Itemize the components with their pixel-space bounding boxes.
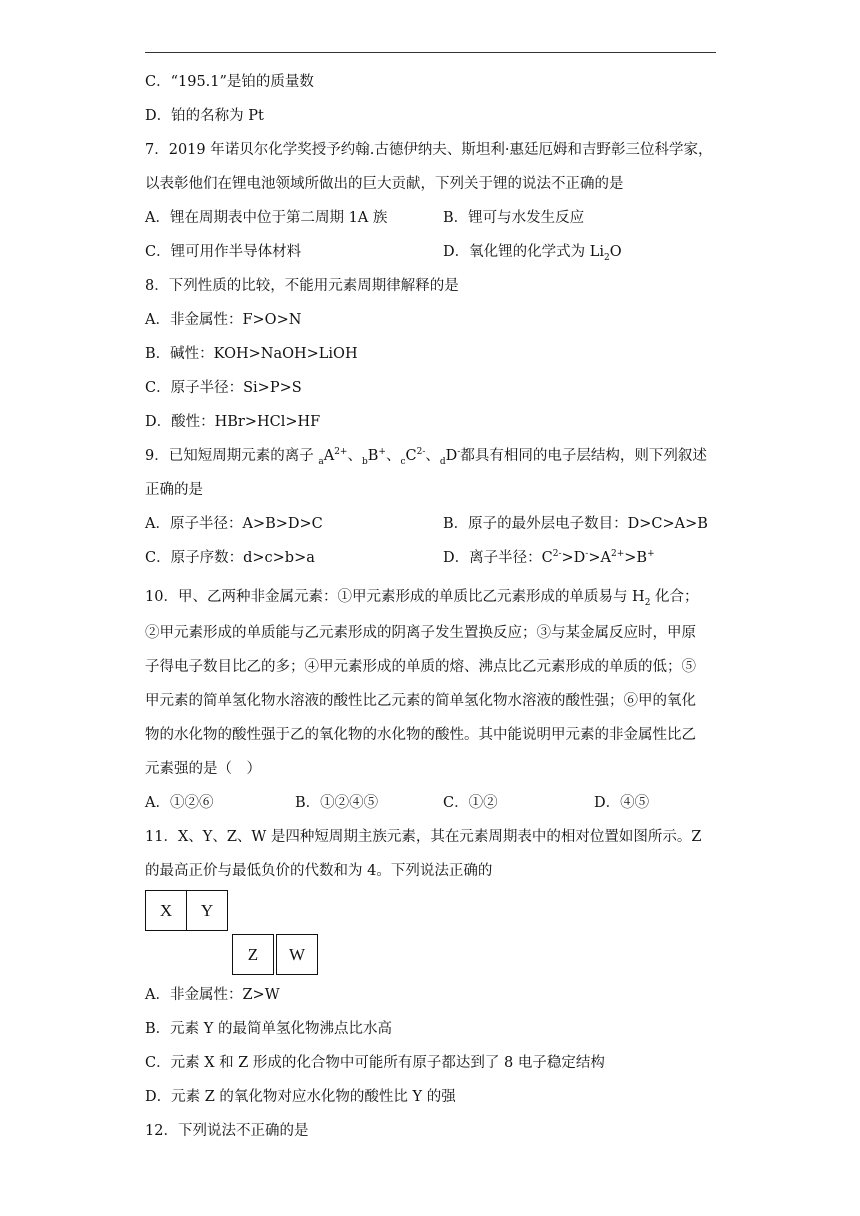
q8-option-b: B．碱性：KOH>NaOH>LiOH xyxy=(145,346,358,362)
q9-a-index: a xyxy=(318,456,324,467)
cell-y: Y xyxy=(186,890,228,931)
q7-option-b: B．锂可与水发生反应 xyxy=(443,210,585,226)
q6-option-c: C．“195.1”是铂的质量数 xyxy=(145,74,314,90)
q12-stem: 12．下列说法不正确的是 xyxy=(145,1123,309,1139)
q7-option-c: C．锂可用作半导体材料 xyxy=(145,244,302,260)
q10-stem-line4: 甲元素的简单氢化物水溶液的酸性比乙元素的简单氢化物水溶液的酸性强；⑥甲的氧化 xyxy=(145,693,696,709)
q9d-charge: 2+ xyxy=(610,549,625,560)
q9-text-pre: 9．已知短周期元素的离子 xyxy=(145,448,319,464)
q10-option-b: B．①②④⑤ xyxy=(295,795,379,811)
q11-stem-line2: 的最高正价与最低负价的代数和为 4。下列说法正确的 xyxy=(145,863,493,879)
header-rule xyxy=(145,52,716,53)
q9-c-index: c xyxy=(400,456,406,467)
q11-option-c: C．元素 X 和 Z 形成的化合物中可能所有原子都达到了 8 电子稳定结构 xyxy=(145,1055,605,1071)
q8-option-a: A．非金属性：F>O>N xyxy=(145,312,302,328)
q9-ion-c-charge: 2- xyxy=(416,447,426,458)
q10-stem-line1 xyxy=(145,587,699,607)
q9d-text: D．离子半径：C xyxy=(443,550,553,566)
q10-subscript: 2 xyxy=(644,597,651,608)
q7d-subscript: 2 xyxy=(604,252,610,263)
q8-stem: 8．下列性质的比较，不能用元素周期律解释的是 xyxy=(145,278,459,294)
q7-stem-line1: 7．2019 年诺贝尔化学奖授予约翰.古德伊纳夫、斯坦利·惠廷厄姆和吉野彰三位科学家， xyxy=(145,142,713,158)
q10-option-c: C．①② xyxy=(443,795,498,811)
q9-sep: 、 xyxy=(425,448,440,464)
q9d-charge: - xyxy=(585,549,589,560)
q7d-text: D．氧化锂的化学式为 Li xyxy=(443,244,605,260)
q9-ion-c: C xyxy=(405,448,417,464)
q9-stem-line2: 正确的是 xyxy=(145,482,203,498)
q7-option-a: A．锂在周期表中位于第二周期 1A 族 xyxy=(145,210,388,226)
q9-ion-a: A xyxy=(323,448,335,464)
q9-ion-d-charge: - xyxy=(457,447,461,458)
q9-text-post: 都具有相同的电子层结构，则下列叙述 xyxy=(460,448,707,464)
q9-option-a: A．原子半径：A>B>D>C xyxy=(145,516,323,532)
q8-option-c: C．原子半径：Si>P>S xyxy=(145,380,302,396)
q9d-charge: 2- xyxy=(552,549,562,560)
periodic-position-diagram xyxy=(145,890,320,976)
q9-ion-a-charge: 2+ xyxy=(334,447,348,458)
q9-sep: 、 xyxy=(347,448,362,464)
q11-stem-line1: 11．X、Y、Z、W 是四种短周期主族元素，其在元素周期表中的相对位置如图所示。Z xyxy=(145,829,702,845)
q10-stem-line6: 元素强的是（ ） xyxy=(145,761,261,777)
q9-option-c: C．原子序数：d>c>b>a xyxy=(145,550,315,566)
q10-stem-line5: 物的水化物的酸性强于乙的氧化物的水化物的酸性。其中能说明甲元素的非金属性比乙 xyxy=(145,727,696,743)
q9-d-index: d xyxy=(439,456,446,467)
cell-w: W xyxy=(276,934,318,975)
q9-sep: 、 xyxy=(385,448,401,464)
q9-option-b: B．原子的最外层电子数目：D>C>A>B xyxy=(443,516,708,532)
q11-option-a: A．非金属性：Z>W xyxy=(145,987,280,1003)
q9-stem-line1 xyxy=(145,446,707,466)
q9d-charge: + xyxy=(647,549,655,560)
q9d-text: >B xyxy=(624,550,648,566)
q7-stem-line2: 以表彰他们在锂电池领域所做出的巨大贡献，下列关于锂的说法不正确的是 xyxy=(145,176,624,192)
q9-b-index: b xyxy=(361,456,368,467)
q9d-text: >A xyxy=(588,550,611,566)
q10-option-a: A．①②⑥ xyxy=(145,795,214,811)
q10-option-d: D．④⑤ xyxy=(594,795,650,811)
cell-x: X xyxy=(145,890,187,931)
q9d-text: >D xyxy=(561,550,586,566)
cell-z: Z xyxy=(232,934,274,975)
q10-text-pre: 10．甲、乙两种非金属元素：①甲元素形成的单质比乙元素形成的单质易与 H xyxy=(145,589,645,605)
q9-ion-b: B xyxy=(367,448,379,464)
q11-option-d: D．元素 Z 的氧化物对应水化物的酸性比 Y 的强 xyxy=(145,1089,456,1105)
q9-ion-b-charge: + xyxy=(378,447,386,458)
q10-text-post: 化合； xyxy=(650,589,699,605)
q9-option-d xyxy=(443,548,655,568)
q10-stem-line2: ②甲元素形成的单质能与乙元素形成的阴离子发生置换反应；③与某金属反应时，甲原 xyxy=(145,625,696,641)
q6-option-d: D．铂的名称为 Pt xyxy=(145,108,264,124)
q11-option-b: B．元素 Y 的最简单氢化物沸点比水高 xyxy=(145,1021,392,1037)
q7d-text-end: O xyxy=(609,244,622,260)
q8-option-d: D．酸性：HBr>HCl>HF xyxy=(145,414,321,430)
q7-option-d xyxy=(443,242,622,262)
q10-stem-line3: 子得电子数目比乙的多；④甲元素形成的单质的熔、沸点比乙元素形成的单质的低；⑤ xyxy=(145,659,696,675)
q9-ion-d: D xyxy=(445,448,458,464)
